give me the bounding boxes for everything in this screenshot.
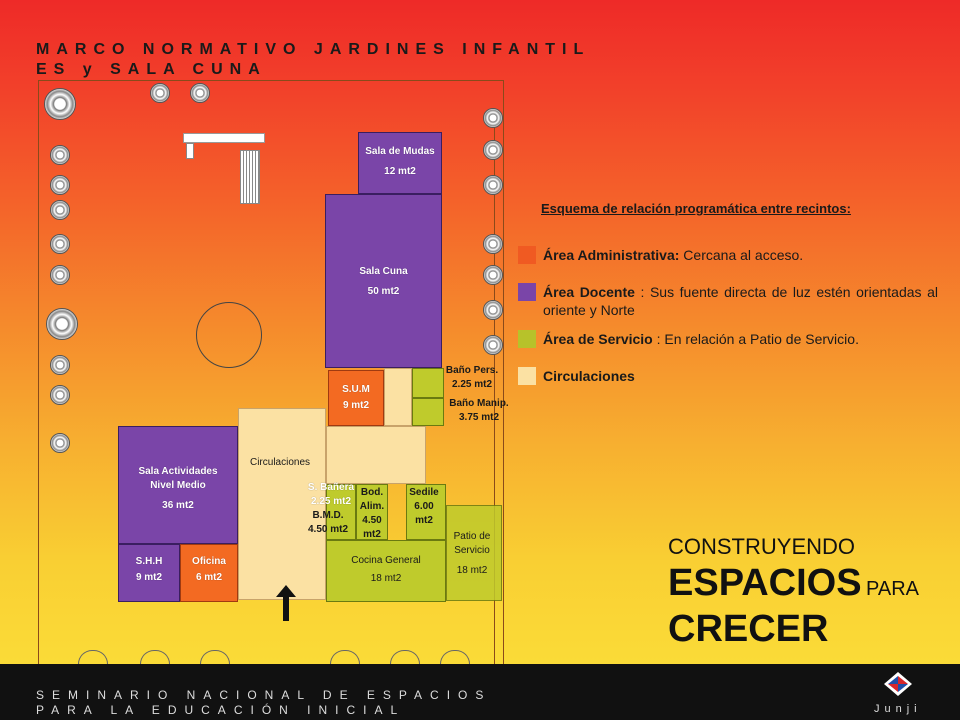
room-area: mt2 xyxy=(363,529,381,540)
tree-icon xyxy=(150,83,170,103)
slogan-line2 xyxy=(668,562,919,605)
legend-swatch xyxy=(518,246,536,264)
room-area: 50 mt2 xyxy=(367,286,400,297)
room-name: S.H.H xyxy=(135,556,163,567)
legend-text xyxy=(543,367,938,385)
legend-label: Área de Servicio xyxy=(543,331,653,347)
room-circulaciones-3 xyxy=(384,368,412,426)
legend-item-docente xyxy=(518,283,938,323)
label-sedile xyxy=(404,486,444,528)
label-bano-manip xyxy=(442,397,516,425)
tree-icon xyxy=(50,385,70,405)
room-name: Cocina General xyxy=(351,555,421,566)
tree-icon xyxy=(50,175,70,195)
playground-marks xyxy=(240,150,260,204)
room-name: Sala Actividades xyxy=(138,466,218,477)
slogan-small: PARA xyxy=(866,578,919,600)
room-area: 12 mt2 xyxy=(384,166,416,177)
room-area: 4.50 xyxy=(362,515,382,526)
room-area: 9 mt2 xyxy=(135,572,163,583)
room-sala-actividades xyxy=(118,426,238,544)
room-sum xyxy=(328,370,384,426)
legend-item-servicio xyxy=(518,330,938,350)
legend-label: Circulaciones xyxy=(543,368,635,384)
tree-icon xyxy=(44,88,76,120)
room-oficina xyxy=(180,544,238,602)
room-area: 2.25 mt2 xyxy=(310,496,352,507)
legend-text xyxy=(543,283,938,319)
tree-icon xyxy=(483,108,503,128)
room-bano-manip xyxy=(412,398,444,426)
room-bano-pers xyxy=(412,368,444,398)
room-name: B.M.D. xyxy=(312,510,344,521)
room-area: 36 mt2 xyxy=(162,500,194,511)
tree-icon xyxy=(50,145,70,165)
label-bod-alim xyxy=(356,486,388,542)
tree-icon xyxy=(50,433,70,453)
tree-icon xyxy=(483,140,503,160)
room-shh xyxy=(118,544,180,602)
room-name: Sala de Mudas xyxy=(365,146,435,157)
legend-label: Área Administrativa: xyxy=(543,247,680,263)
room-name: Alim. xyxy=(359,501,385,512)
label-circulaciones xyxy=(238,456,322,470)
room-name: S. Bañera xyxy=(307,482,355,493)
room-area: 18 mt2 xyxy=(456,565,488,576)
room-name: Patio de xyxy=(453,531,491,542)
tree-icon xyxy=(46,308,78,340)
label-bano-pers xyxy=(444,364,500,392)
room-area: 4.50 mt2 xyxy=(307,524,349,535)
legend-swatch xyxy=(518,283,536,301)
legend-text xyxy=(543,330,938,348)
slogan-big: ESPACIOS xyxy=(668,562,862,604)
page-title: MARCO NORMATIVO JARDINES INFANTIL ES y SALA CUNA xyxy=(36,41,590,78)
room-area: 3.75 mt2 xyxy=(458,412,500,423)
room-name: Baño Manip. xyxy=(449,398,509,409)
room-area: 9 mt2 xyxy=(342,400,370,411)
tree-icon xyxy=(50,355,70,375)
room-name: Nivel Medio xyxy=(150,480,206,491)
tree-icon xyxy=(50,234,70,254)
legend-item-circulaciones xyxy=(518,367,938,387)
legend-desc: : Sus fuente directa de luz estén orientadas al oriente y Norte xyxy=(543,284,938,318)
legend-label: Área Docente xyxy=(543,284,635,300)
room-name: S.U.M xyxy=(342,384,370,395)
slogan-line3: CRECER xyxy=(668,608,829,650)
room-area: 2.25 mt2 xyxy=(451,379,493,390)
label-patio-servicio xyxy=(444,530,500,578)
playground-circle xyxy=(196,302,262,368)
tree-icon xyxy=(483,335,503,355)
room-name: Bod. xyxy=(360,487,384,498)
legend-item-administrativa xyxy=(518,246,938,266)
room-name: Circulaciones xyxy=(249,457,311,468)
room-name: Oficina xyxy=(192,556,226,567)
junji-logo-icon xyxy=(880,670,916,700)
legend-desc: : En relación a Patio de Servicio. xyxy=(652,331,859,347)
tree-icon xyxy=(190,83,210,103)
room-name: Baño Pers. xyxy=(445,365,499,376)
room-name: Servicio xyxy=(454,545,490,556)
tree-icon xyxy=(50,265,70,285)
slogan-line1: CONSTRUYENDO xyxy=(668,534,856,559)
legend-desc: Cercana al acceso. xyxy=(679,247,804,263)
entrance-arrow-icon xyxy=(276,585,296,621)
playground-marks xyxy=(186,143,194,159)
playground-marks xyxy=(183,133,265,143)
room-area: 6.00 xyxy=(414,501,434,512)
room-sala-mudas xyxy=(358,132,442,194)
room-circulaciones-2 xyxy=(326,426,426,484)
label-cocina xyxy=(326,554,446,586)
logo-text: Junji xyxy=(874,703,922,715)
room-area: mt2 xyxy=(415,515,433,526)
room-name: Sala Cuna xyxy=(359,266,408,277)
legend-title: Esquema de relación programática entre recintos: xyxy=(541,201,851,216)
room-sala-cuna xyxy=(325,194,442,368)
tree-icon xyxy=(483,265,503,285)
legend-swatch xyxy=(518,330,536,348)
footer-text: SEMINARIO NACIONAL DE ESPACIOS PARA LA EDUCACIÓN INICIAL xyxy=(36,688,492,717)
tree-icon xyxy=(483,234,503,254)
room-area: 6 mt2 xyxy=(195,572,223,583)
tree-icon xyxy=(50,200,70,220)
legend-text xyxy=(543,246,938,264)
legend-swatch xyxy=(518,367,536,385)
label-bmd xyxy=(300,509,356,537)
tree-icon xyxy=(483,300,503,320)
tree-icon xyxy=(483,175,503,195)
room-area: 18 mt2 xyxy=(370,573,402,584)
room-name: Sedile xyxy=(409,487,439,498)
